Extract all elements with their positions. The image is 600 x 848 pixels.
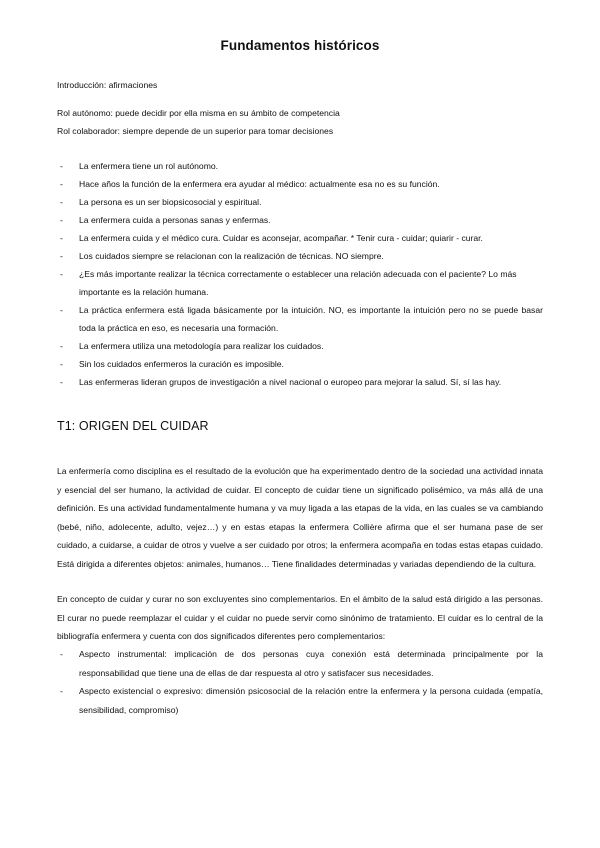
bullet-dash: - [60, 377, 63, 387]
list-item: - Aspecto existencial o expresivo: dimensión psicosocial de la relación entre la enfermera y la persona cuidada (empatía, sensibilidad, compromiso) [57, 682, 543, 719]
bullet-dash: - [60, 649, 63, 659]
bullet-dash: - [60, 359, 63, 369]
list-item: - La práctica enfermera está ligada básicamente por la intuición. NO, es importante la intuición pero no se puede basar toda la práctica en eso, es necesaria una formación. [57, 301, 543, 337]
list-item: - Sin los cuidados enfermeros la curación es imposible. [57, 355, 543, 373]
page-title: Fundamentos históricos [220, 38, 380, 53]
list-item: - La enfermera cuida a personas sanas y enfermas. [57, 211, 543, 229]
bullet-dash: - [60, 341, 63, 351]
bullet-dash: - [60, 179, 63, 189]
intro-line: Introducción: afirmaciones [57, 80, 158, 90]
rol-autonomo-line: Rol autónomo: puede decidir por ella misma en su ámbito de competencia [57, 108, 340, 118]
affirmations-list [57, 157, 543, 391]
section-heading: T1: ORIGEN DEL CUIDAR [57, 419, 209, 433]
list-item: - Las enfermeras lideran grupos de investigación a nivel nacional o europeo para mejorar la salud. Sí, sí las hay. [57, 373, 543, 391]
bullet-dash: - [60, 161, 63, 171]
list-item: - La persona es un ser biopsicosocial y espiritual. [57, 193, 543, 211]
list-item: - Los cuidados siempre se relacionan con la realización de técnicas. NO siempre. [57, 247, 543, 265]
list-item: - La enfermera cuida y el médico cura. Cuidar es aconsejar, acompañar. * Tenir cura - cuidar; quiarir - curar. [57, 229, 543, 247]
aspects-list [57, 645, 543, 719]
bullet-dash: - [60, 305, 63, 315]
bullet-dash: - [60, 215, 63, 225]
bullet-dash: - [60, 197, 63, 207]
bullet-dash: - [60, 233, 63, 243]
list-item: - La enfermera tiene un rol autónomo. [57, 157, 543, 175]
list-item: - Hace años la función de la enfermera era ayudar al médico: actualmente esa no es su función. [57, 175, 543, 193]
list-item: - ¿Es más importante realizar la técnica correctamente o establecer una relación adecuada con el paciente? Lo más importante es la relación humana. [57, 265, 543, 301]
paragraph-cuidar-curar: En concepto de cuidar y curar no son excluyentes sino complementarios. En el ámbito de la salud está dirigido a las personas. El curar no puede reemplazar el cuidar y el cuidar no puede servir como sinónimo de tratamiento. El cuidar es lo central de la bibliografía enfermera y cuenta con dos significados diferentes pero complementarios: [57, 594, 543, 642]
bullet-dash: - [60, 269, 63, 279]
rol-colaborador-line: Rol colaborador: siempre depende de un superior para tomar decisiones [57, 126, 334, 136]
paragraph-origin: La enfermería como disciplina es el resultado de la evolución que ha experimentado dentro de la sociedad una actividad innata y esencial del ser humano, la actividad de cuidar. El concepto de cuidar tiene un significado polisémico, va más allá de una definición. Es una actividad fundamentalmente humana y va muy ligada a las etapas de la vida, en las cuales se va cambiando (bebé, niño, adolecente, adulto, vejez…) y en estas etapas la enfermera Collière afirma que el ser humana pase de ser cuidado, a cuidarse, a cuidar de otros y vuelve a ser cuidado por otros; la enfermera acompaña en todas estas etapas cuidado. Está dirigida a diferentes objetos: animales, humanos… Tiene finalidades determinadas y variadas dependiendo de la cultura. [57, 466, 543, 569]
bullet-dash: - [60, 686, 63, 697]
bullet-dash: - [60, 251, 63, 261]
list-item: - Aspecto instrumental: implicación de dos personas cuya conexión está determinada principalmente por la responsabilidad que tiene una de ellas de dar respuesta al otro y satisfacer sus necesidades. [57, 645, 543, 682]
list-item: - La enfermera utiliza una metodología para realizar los cuidados. [57, 337, 543, 355]
